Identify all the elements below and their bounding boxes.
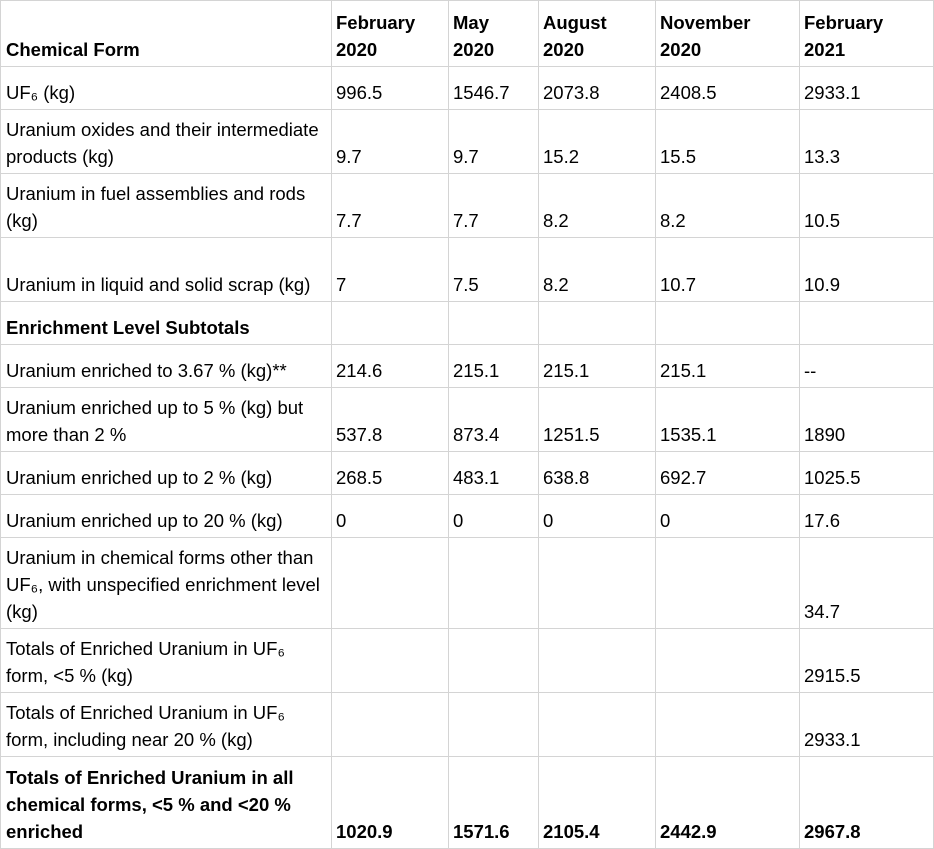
table-row: [1, 302, 934, 345]
cell: 2967.8: [800, 757, 934, 849]
cell: 1020.9: [332, 757, 449, 849]
table-totals-row: [1, 757, 934, 849]
table-row: [1, 67, 934, 110]
cell: 1546.7: [449, 67, 539, 110]
cell: 8.2: [656, 174, 800, 238]
header-aug-2020: August 2020: [539, 1, 656, 67]
row-label: Totals of Enriched Uranium in UF₆ form, including near 20 % (kg): [1, 693, 332, 757]
cell: 2915.5: [800, 629, 934, 693]
cell: 9.7: [449, 110, 539, 174]
cell: [332, 538, 449, 629]
cell: 483.1: [449, 452, 539, 495]
cell: 17.6: [800, 495, 934, 538]
cell: 692.7: [656, 452, 800, 495]
cell: [332, 629, 449, 693]
cell: [656, 693, 800, 757]
cell: [656, 629, 800, 693]
cell: [449, 629, 539, 693]
table-row: [1, 174, 934, 238]
header-feb-2020: February 2020: [332, 1, 449, 67]
cell: 7.5: [449, 238, 539, 302]
row-label: Totals of Enriched Uranium in UF₆ form, <5 % (kg): [1, 629, 332, 693]
cell: 15.2: [539, 110, 656, 174]
cell: [449, 302, 539, 345]
header-chemical-form: Chemical Form: [1, 1, 332, 67]
header-may-2020: May 2020: [449, 1, 539, 67]
cell: [449, 693, 539, 757]
cell: 2933.1: [800, 693, 934, 757]
cell: 10.5: [800, 174, 934, 238]
cell: 996.5: [332, 67, 449, 110]
row-label: Uranium oxides and their intermediate products (kg): [1, 110, 332, 174]
cell: 10.7: [656, 238, 800, 302]
cell: 1571.6: [449, 757, 539, 849]
cell: [449, 538, 539, 629]
cell: 2442.9: [656, 757, 800, 849]
row-label: Uranium enriched to 3.67 % (kg)**: [1, 345, 332, 388]
table-row: [1, 238, 934, 302]
cell: 13.3: [800, 110, 934, 174]
cell: 9.7: [332, 110, 449, 174]
table-row: [1, 495, 934, 538]
cell: 638.8: [539, 452, 656, 495]
cell: 8.2: [539, 174, 656, 238]
cell: [656, 302, 800, 345]
section-label: Enrichment Level Subtotals: [1, 302, 332, 345]
row-label: Uranium in liquid and solid scrap (kg): [1, 238, 332, 302]
cell: 873.4: [449, 388, 539, 452]
cell: [539, 538, 656, 629]
cell: 215.1: [539, 345, 656, 388]
cell: 2408.5: [656, 67, 800, 110]
cell: 1251.5: [539, 388, 656, 452]
cell: [656, 538, 800, 629]
cell: 0: [449, 495, 539, 538]
cell: 0: [656, 495, 800, 538]
cell: 215.1: [656, 345, 800, 388]
table-row: [1, 452, 934, 495]
cell: 2073.8: [539, 67, 656, 110]
cell: 2105.4: [539, 757, 656, 849]
cell: 1025.5: [800, 452, 934, 495]
cell: --: [800, 345, 934, 388]
cell: [332, 302, 449, 345]
cell: 214.6: [332, 345, 449, 388]
cell: 0: [332, 495, 449, 538]
table-row: [1, 629, 934, 693]
row-label: UF₆ (kg): [1, 67, 332, 110]
cell: [539, 302, 656, 345]
table-header-row: [1, 1, 934, 67]
cell: 1890: [800, 388, 934, 452]
cell: [539, 629, 656, 693]
cell: 0: [539, 495, 656, 538]
cell: 268.5: [332, 452, 449, 495]
cell: [539, 693, 656, 757]
header-nov-2020: November 2020: [656, 1, 800, 67]
cell: [332, 693, 449, 757]
row-label: Uranium in fuel assemblies and rods (kg): [1, 174, 332, 238]
table-row: [1, 345, 934, 388]
row-label: Totals of Enriched Uranium in all chemical forms, <5 % and <20 % enriched: [1, 757, 332, 849]
cell: [800, 302, 934, 345]
cell: 34.7: [800, 538, 934, 629]
table-row: [1, 538, 934, 629]
row-label: Uranium enriched up to 2 % (kg): [1, 452, 332, 495]
cell: 215.1: [449, 345, 539, 388]
row-label: Uranium in chemical forms other than UF₆, with unspecified enrichment level (kg): [1, 538, 332, 629]
cell: 10.9: [800, 238, 934, 302]
header-feb-2021: February 2021: [800, 1, 934, 67]
cell: 1535.1: [656, 388, 800, 452]
cell: 537.8: [332, 388, 449, 452]
cell: 2933.1: [800, 67, 934, 110]
table-row: [1, 693, 934, 757]
cell: 15.5: [656, 110, 800, 174]
cell: 8.2: [539, 238, 656, 302]
cell: 7: [332, 238, 449, 302]
table-row: [1, 110, 934, 174]
table-row: [1, 388, 934, 452]
row-label: Uranium enriched up to 5 % (kg) but more than 2 %: [1, 388, 332, 452]
row-label: Uranium enriched up to 20 % (kg): [1, 495, 332, 538]
cell: 7.7: [449, 174, 539, 238]
cell: 7.7: [332, 174, 449, 238]
